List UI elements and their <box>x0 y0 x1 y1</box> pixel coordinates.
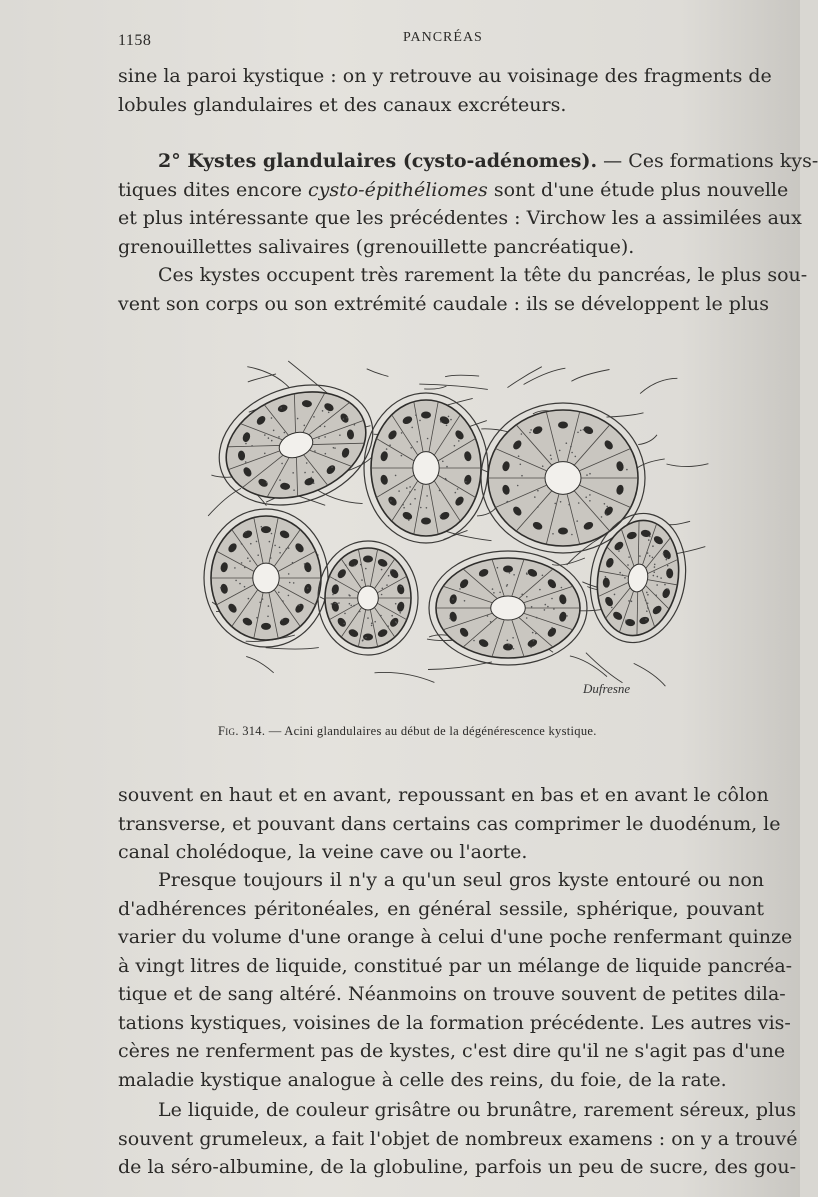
cytoplasm-granule <box>465 481 467 483</box>
stroma-fiber <box>428 662 492 670</box>
text-line: souvent grumeleux, a fait l'objet de nombreux examens : on y a trouvé <box>118 1127 798 1150</box>
cytoplasm-granule <box>307 587 309 589</box>
cytoplasm-granule <box>367 617 369 619</box>
cytoplasm-granule <box>521 475 523 477</box>
stroma-fiber <box>634 663 666 686</box>
engraver-signature: Dufresne <box>583 681 631 696</box>
cytoplasm-granule <box>551 627 553 629</box>
cytoplasm-granule <box>395 475 397 477</box>
bottom-paragraph-2 <box>118 866 793 1094</box>
cell-nucleus <box>363 556 373 563</box>
cytoplasm-granule <box>387 625 389 627</box>
cytoplasm-granule <box>288 595 290 597</box>
cytoplasm-granule <box>401 455 403 457</box>
stroma-fiber <box>419 384 488 389</box>
cytoplasm-granule <box>492 588 494 590</box>
cytoplasm-granule <box>509 572 511 574</box>
cytoplasm-granule <box>239 583 241 585</box>
cell-nucleus <box>558 528 568 535</box>
cytoplasm-granule <box>420 507 422 509</box>
cytoplasm-granule <box>589 500 591 502</box>
cytoplasm-granule <box>426 507 428 509</box>
running-title: PANCRÉAS <box>403 30 483 45</box>
top-paragraph <box>118 62 772 119</box>
cytoplasm-granule <box>235 580 237 582</box>
cytoplasm-granule <box>292 562 294 564</box>
cytoplasm-granule <box>535 633 537 635</box>
cytoplasm-granule <box>520 464 522 466</box>
cytoplasm-granule <box>537 490 539 492</box>
cytoplasm-granule <box>269 541 271 543</box>
cell-nucleus <box>421 518 431 525</box>
bottom-paragraph-1 <box>118 781 781 867</box>
cytoplasm-granule <box>395 603 397 605</box>
cytoplasm-granule <box>391 615 393 617</box>
cytoplasm-granule <box>490 621 492 623</box>
stroma-fiber <box>638 435 657 445</box>
cytoplasm-granule <box>402 504 404 506</box>
cytoplasm-granule <box>289 582 291 584</box>
acinus-lumen <box>545 462 581 495</box>
text-line: vent son corps ou son extrémité caudale : ils se développent le plus <box>118 292 770 315</box>
cytoplasm-granule <box>576 520 578 522</box>
stroma-fiber <box>375 672 435 682</box>
stroma-fiber <box>247 367 289 388</box>
section-heading: 2° Kystes glandulaires (cysto-adénomes). <box>158 150 598 172</box>
stroma-fiber <box>570 656 607 677</box>
acinus <box>204 509 328 647</box>
cytoplasm-granule <box>390 569 392 571</box>
cytoplasm-granule <box>279 547 281 549</box>
cytoplasm-granule <box>542 575 544 577</box>
cytoplasm-granule <box>381 594 383 596</box>
cytoplasm-granule <box>487 615 489 617</box>
cytoplasm-granule <box>586 474 588 476</box>
cytoplasm-granule <box>401 432 403 434</box>
figure-label: Fig. 314. <box>218 724 266 738</box>
cytoplasm-granule <box>529 432 531 434</box>
cytoplasm-granule <box>374 621 376 623</box>
acinus <box>429 551 587 665</box>
cytoplasm-granule <box>539 589 541 591</box>
cytoplasm-granule <box>457 488 459 490</box>
text-line: canal cholédoque, la veine cave ou l'aorte. <box>118 841 528 863</box>
cytoplasm-granule <box>473 640 475 642</box>
cytoplasm-granule <box>380 615 382 617</box>
cytoplasm-granule <box>410 503 412 505</box>
cytoplasm-granule <box>552 533 554 535</box>
cytoplasm-granule <box>589 494 591 496</box>
cytoplasm-granule <box>458 440 460 442</box>
caption-text: — Acini glandulaires au début de la dégénérescence kystique. <box>265 724 597 738</box>
acinus <box>318 541 418 655</box>
cytoplasm-granule <box>553 608 555 610</box>
cytoplasm-granule <box>386 448 388 450</box>
cytoplasm-granule <box>390 500 392 502</box>
cytoplasm-granule <box>382 588 384 590</box>
cytoplasm-granule <box>604 503 606 505</box>
cytoplasm-granule <box>247 557 249 559</box>
cytoplasm-granule <box>589 473 591 475</box>
cytoplasm-granule <box>349 603 351 605</box>
cytoplasm-granule <box>542 465 544 467</box>
cytoplasm-granule <box>605 514 607 516</box>
cytoplasm-granule <box>551 458 553 460</box>
cytoplasm-granule <box>244 586 246 588</box>
cytoplasm-granule <box>532 632 534 634</box>
cytoplasm-granule <box>362 640 364 642</box>
cytoplasm-granule <box>256 541 258 543</box>
figure-314-illustration <box>198 350 703 720</box>
stroma-fiber <box>571 370 609 382</box>
cytoplasm-granule <box>371 623 373 625</box>
cytoplasm-granule <box>530 647 532 649</box>
cytoplasm-granule <box>559 450 561 452</box>
cytoplasm-granule <box>507 640 509 642</box>
cytoplasm-granule <box>398 490 400 492</box>
cytoplasm-granule <box>262 598 264 600</box>
cytoplasm-granule <box>353 605 355 607</box>
stroma-fiber <box>445 375 479 376</box>
section-cysto-adenomes <box>118 147 818 318</box>
cytoplasm-granule <box>440 421 442 423</box>
cytoplasm-granule <box>571 534 573 536</box>
stroma-fiber <box>266 648 319 649</box>
cytoplasm-granule <box>371 625 373 627</box>
cytoplasm-granule <box>335 579 337 581</box>
cytoplasm-granule <box>359 611 361 613</box>
cytoplasm-granule <box>408 519 410 521</box>
cytoplasm-granule <box>521 594 523 596</box>
text-line: souvent en haut et en avant, repoussant en bas et en avant le côlon <box>118 784 769 806</box>
cytoplasm-granule <box>270 557 272 559</box>
cytoplasm-granule <box>234 567 236 569</box>
text-line: varier du volume d'une orange à celui d'une poche renfermant quinze <box>118 926 793 948</box>
cytoplasm-granule <box>551 598 553 600</box>
text-line: de la séro-albumine, de la globuline, parfois un peu de sucre, des gou- <box>118 1156 797 1178</box>
cytoplasm-granule <box>278 592 280 594</box>
stroma-fiber <box>524 368 566 384</box>
cytoplasm-granule <box>344 613 346 615</box>
cytoplasm-granule <box>426 495 428 497</box>
cytoplasm-granule <box>399 612 401 614</box>
cytoplasm-granule <box>267 616 269 618</box>
acinus-lumen <box>413 452 439 485</box>
text-line: tations kystiques, voisines de la formation précédente. Les autres vis- <box>118 1011 791 1034</box>
cytoplasm-granule <box>544 609 546 611</box>
text-line: Ces kystes occupent très rarement la tête du pancréas, le plus sou- <box>158 264 808 286</box>
cytoplasm-granule <box>249 560 251 562</box>
stroma-fiber <box>246 656 274 672</box>
cytoplasm-granule <box>508 644 510 646</box>
cytoplasm-granule <box>446 425 448 427</box>
text-line: lobules glandulaires et des canaux excréteurs. <box>118 93 567 116</box>
acinus <box>364 393 488 543</box>
acinus-lumen <box>358 586 379 610</box>
text-line: d'adhérences péritonéales, en général sessile, sphérique, pouvant <box>118 897 764 920</box>
cytoplasm-granule <box>566 615 568 617</box>
text-line: et plus intéressante que les précédentes : Virchow les a assimilées aux <box>118 207 802 229</box>
cytoplasm-granule <box>360 564 362 566</box>
cytoplasm-granule <box>409 491 411 493</box>
cytoplasm-granule <box>533 640 535 642</box>
text-line: tique et de sang altéré. Néanmoins on trouve souvent de petites dila- <box>118 983 786 1005</box>
cytoplasm-granule <box>350 605 352 607</box>
stroma-fiber <box>424 386 446 389</box>
cytoplasm-granule <box>452 598 454 600</box>
cytoplasm-granule <box>244 567 246 569</box>
page-header <box>118 30 758 54</box>
cytoplasm-granule <box>257 554 259 556</box>
cytoplasm-granule <box>414 498 416 500</box>
cytoplasm-granule <box>455 492 457 494</box>
cytoplasm-granule <box>365 637 367 639</box>
acinus-lumen <box>253 563 279 593</box>
cytoplasm-granule <box>449 618 451 620</box>
cytoplasm-granule <box>440 515 442 517</box>
stroma-fiber <box>607 413 644 417</box>
stroma-fiber <box>667 464 709 467</box>
stroma-fiber <box>552 558 585 565</box>
cell-nucleus <box>363 634 373 641</box>
cytoplasm-granule <box>337 603 339 605</box>
cytoplasm-granule <box>601 516 603 518</box>
stroma-fiber <box>248 374 276 382</box>
cytoplasm-granule <box>409 486 411 488</box>
cytoplasm-granule <box>345 564 347 566</box>
cytoplasm-granule <box>536 617 538 619</box>
acinus <box>202 364 389 525</box>
stroma-fiber <box>669 521 691 524</box>
cytoplasm-granule <box>585 496 587 498</box>
cytoplasm-granule <box>271 533 273 535</box>
cytoplasm-granule <box>554 503 556 505</box>
cytoplasm-granule <box>220 587 222 589</box>
page-number: 1158 <box>118 32 152 49</box>
cytoplasm-granule <box>388 575 390 577</box>
cytoplasm-granule <box>381 569 383 571</box>
figure-caption <box>218 724 698 739</box>
cytoplasm-granule <box>561 587 563 589</box>
text-line: cères ne renferment pas de kystes, c'est dire qu'il ne s'agit pas d'une <box>118 1040 786 1062</box>
stroma-fiber <box>367 369 389 377</box>
cell-nucleus <box>503 566 513 573</box>
cytoplasm-granule <box>506 501 508 503</box>
cytoplasm-granule <box>410 447 412 449</box>
cytoplasm-granule <box>261 526 263 528</box>
text-line: maladie kystique analogue à celle des reins, du foie, de la rate. <box>118 1068 727 1091</box>
text-line: grenouillettes salivaires (grenouillette pancréatique). <box>118 235 635 258</box>
cytoplasm-granule <box>361 579 363 581</box>
cytoplasm-granule <box>365 568 367 570</box>
text-line: Presque toujours il n'y a qu'un seul gros kyste entouré ou non <box>158 869 764 891</box>
cytoplasm-granule <box>259 602 261 604</box>
cytoplasm-granule <box>517 485 519 487</box>
cytoplasm-granule <box>571 452 573 454</box>
cytoplasm-granule <box>282 600 284 602</box>
cytoplasm-granule <box>396 622 398 624</box>
cytoplasm-granule <box>521 433 523 435</box>
cytoplasm-granule <box>512 637 514 639</box>
cytoplasm-granule <box>531 606 533 608</box>
cytoplasm-granule <box>245 531 247 533</box>
cytoplasm-granule <box>331 603 333 605</box>
cytoplasm-granule <box>286 548 288 550</box>
cytoplasm-granule <box>414 489 416 491</box>
cytoplasm-granule <box>349 595 351 597</box>
cytoplasm-granule <box>560 501 562 503</box>
cytoplasm-granule <box>338 602 340 604</box>
cytoplasm-granule <box>530 429 532 431</box>
cytoplasm-granule <box>248 598 250 600</box>
cytoplasm-granule <box>448 416 450 418</box>
cytoplasm-granule <box>506 585 508 587</box>
cytoplasm-granule <box>415 414 417 416</box>
cytoplasm-granule <box>534 496 536 498</box>
cytoplasm-granule <box>545 604 547 606</box>
cytoplasm-granule <box>566 442 568 444</box>
cytoplasm-granule <box>419 420 421 422</box>
cytoplasm-granule <box>537 506 539 508</box>
italic-term: cysto-épithéliomes <box>307 178 488 201</box>
cytoplasm-granule <box>570 446 572 448</box>
cytoplasm-granule <box>493 592 495 594</box>
text-line: tiques dites encore cysto-épithéliomes sont d'une étude plus nouvelle <box>118 178 789 201</box>
cytoplasm-granule <box>459 588 461 590</box>
cytoplasm-granule <box>250 543 252 545</box>
cytoplasm-granule <box>626 469 628 471</box>
cytoplasm-granule <box>450 419 452 421</box>
cytoplasm-granule <box>389 444 391 446</box>
cytoplasm-granule <box>547 606 549 608</box>
cytoplasm-granule <box>499 592 501 594</box>
cytoplasm-granule <box>416 441 418 443</box>
cytoplasm-granule <box>526 596 528 598</box>
cytoplasm-granule <box>497 567 499 569</box>
cytoplasm-granule <box>288 573 290 575</box>
cytoplasm-granule <box>550 455 552 457</box>
cytoplasm-granule <box>464 600 466 602</box>
cytoplasm-granule <box>575 456 577 458</box>
cytoplasm-granule <box>580 430 582 432</box>
cytoplasm-granule <box>568 504 570 506</box>
cytoplasm-granule <box>583 429 585 431</box>
cytoplasm-granule <box>288 547 290 549</box>
cell-nucleus <box>558 422 568 429</box>
cytoplasm-granule <box>526 617 528 619</box>
cytoplasm-granule <box>256 617 258 619</box>
cytoplasm-granule <box>334 603 336 605</box>
cytoplasm-granule <box>606 506 608 508</box>
cytoplasm-granule <box>411 427 413 429</box>
cytoplasm-granule <box>446 466 448 468</box>
cell-nucleus <box>421 412 431 419</box>
cytoplasm-granule <box>445 478 447 480</box>
cell-nucleus <box>503 644 513 651</box>
cytoplasm-granule <box>241 562 243 564</box>
cytoplasm-granule <box>513 648 515 650</box>
cell-nucleus <box>261 526 271 533</box>
cell-nucleus <box>261 623 271 630</box>
cytoplasm-granule <box>403 507 405 509</box>
cytoplasm-granule <box>386 584 388 586</box>
stroma-fiber <box>634 459 664 470</box>
cytoplasm-granule <box>293 582 295 584</box>
cytoplasm-granule <box>454 445 456 447</box>
cytoplasm-granule <box>577 432 579 434</box>
cytoplasm-granule <box>281 619 283 621</box>
text-line: Le liquide, de couleur grisâtre ou brunâtre, rarement séreux, plus <box>158 1099 797 1121</box>
text-line: sine la paroi kystique : on y retrouve au voisinage des fragments de <box>118 65 772 87</box>
section-heading-line: 2° Kystes glandulaires (cysto-adénomes). — Ces formations kys- <box>158 150 818 172</box>
stroma-fiber <box>640 378 677 393</box>
cytoplasm-granule <box>268 605 270 607</box>
histology-engraving <box>198 350 703 720</box>
bottom-paragraph-3 <box>118 1096 798 1182</box>
cytoplasm-granule <box>427 438 429 440</box>
stroma-fiber <box>208 488 241 516</box>
cytoplasm-granule <box>526 573 528 575</box>
cytoplasm-granule <box>343 623 345 625</box>
cytoplasm-granule <box>332 594 334 596</box>
cytoplasm-granule <box>578 502 580 504</box>
cytoplasm-granule <box>442 461 444 463</box>
cytoplasm-granule <box>279 552 281 554</box>
cytoplasm-granule <box>513 574 515 576</box>
cytoplasm-granule <box>406 487 408 489</box>
cytoplasm-granule <box>274 545 276 547</box>
cytoplasm-granule <box>354 565 356 567</box>
cytoplasm-granule <box>439 490 441 492</box>
acinus-lumen <box>491 596 526 620</box>
cytoplasm-granule <box>400 586 402 588</box>
cytoplasm-granule <box>299 604 301 606</box>
acini-group <box>202 364 695 665</box>
cytoplasm-granule <box>304 563 306 565</box>
text-line: transverse, et pouvant dans certains cas comprimer le duodénum, le <box>118 812 781 835</box>
cytoplasm-granule <box>241 543 243 545</box>
stroma-fiber <box>586 653 623 683</box>
text-line: à vingt litres de liquide, constitué par un mélange de liquide pancréa- <box>118 954 793 977</box>
cytoplasm-granule <box>518 455 520 457</box>
